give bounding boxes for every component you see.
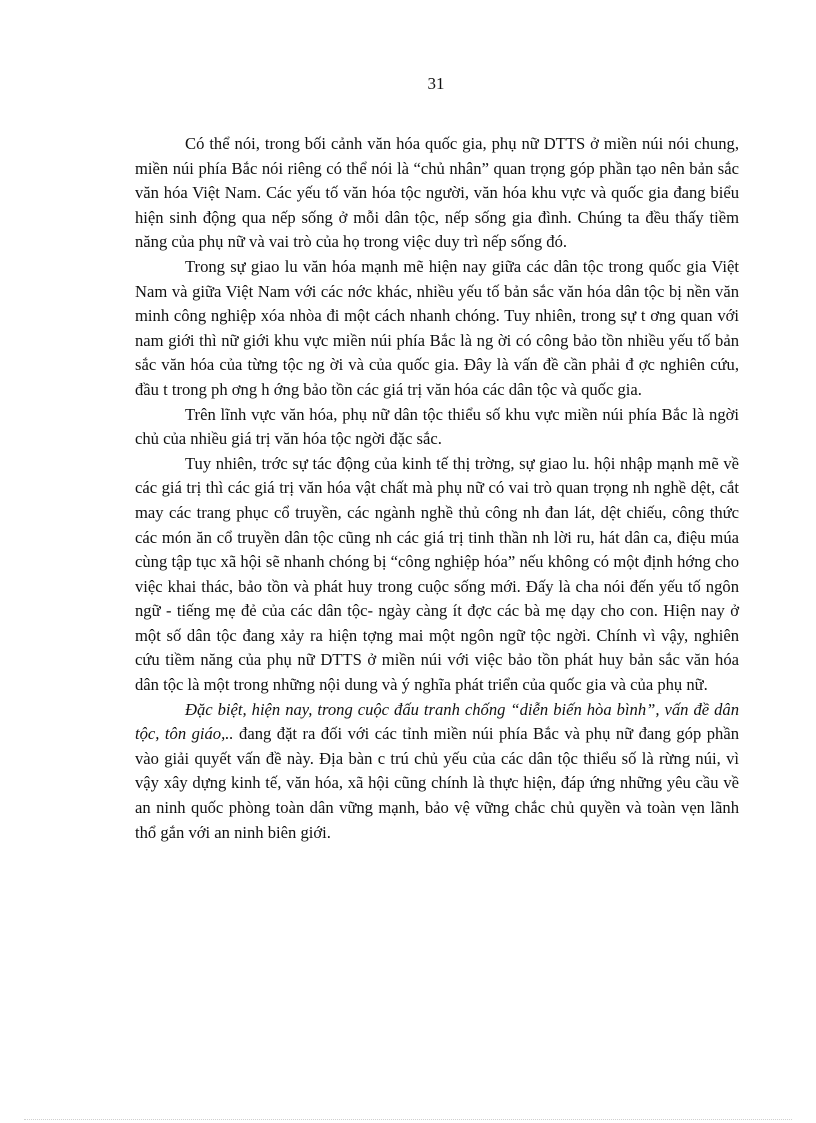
paragraph-5-italic-lead: Đặc biệt, hiện nay, trong cuộc đấu tranh chống “diễn biến hòa bình”, vấn đề dân tộc, tôn giáo,.. xyxy=(135,699,739,744)
paragraph-5-text: đang đặt ra đối với các tỉnh miền núi phía Bắc và phụ nữ đang góp phần vào giải quyết vấn đề này. Địa bàn c trú chủ yếu của các dân tộc thiểu số là rừng núi, vì vậy xây dựng kinh tế, văn hóa, xã hội cũng chính là thực hiện, đáp ứng những yêu cầu về an ninh quốc phòng toàn dân vững mạnh, bảo vệ vững chắc chủ quyền và toàn vẹn lãnh thổ gắn với an ninh biên giới. xyxy=(135,724,739,842)
paragraph-2: Trong sự giao lu văn hóa mạnh mẽ hiện nay giữa các dân tộc trong quốc gia Việt Nam và giữa Việt Nam với các nớc khác, nhiều yếu tố bản sắc văn hóa dân tộc bị nền văn minh công nghiệp xóa nhòa đi một cách nhanh chóng. Tuy nhiên, trong sự t ơng quan với nam giới thì nữ giới khu vực miền núi phía Bắc là ng ời có công bảo tồn nhiều yếu tố bản sắc văn hóa của từng tộc ng ời và của quốc gia. Đây là vấn đề cần phải đ ợc nghiên cứu, đầu t trong ph ơng h ớng bảo tồn các giá trị văn hóa các dân tộc và quốc gia. xyxy=(135,256,739,399)
paragraph-4: Tuy nhiên, trớc sự tác động của kinh tế thị trờng, sự giao lu. hội nhập mạnh mẽ về các giá trị thì các giá trị văn hóa vật chất mà phụ nữ có vai trò quan trọng nh nghề dệt, cắt may các trang phục cổ truyền, các ngành nghề thủ công nh đan lát, dệt chiếu, công thức các món ăn cổ truyền dân tộc cũng nh các giá trị tinh thần nh lời ru, hát dân ca, điệu múa cùng tập tục xã hội sẽ nhanh chóng bị “công nghiệp hóa” nếu không có một định hớng cho việc khai thác, bảo tồn và phát huy trong cuộc sống mới. Đấy là cha nói đến yếu tố ngôn ngữ - tiếng mẹ đẻ của các dân tộc- ngày càng ít đợc các bà mẹ dạy cho con. Hiện nay ở một số dân tộc đang xảy ra hiện tợng mai một ngôn ngữ tộc ngời. Chính vì vậy, nghiên cứu tiềm năng của phụ nữ DTTS ở miền núi với việc bảo tồn phát huy bản sắc văn hóa dân tộc là một trong những nội dung và ý nghĩa phát triển của quốc gia và của phụ nữ. xyxy=(135,453,739,695)
bottom-dotted-rule xyxy=(24,1119,792,1120)
paragraph-1: Có thể nói, trong bối cảnh văn hóa quốc gia, phụ nữ DTTS ở miền núi nói chung, miền núi phía Bắc nói riêng có thể nói là “chủ nhân” quan trọng góp phần tạo nên bản sắc văn hóa Việt Nam. Các yếu tố văn hóa tộc người, văn hóa khu vực và quốc gia đang biểu hiện sinh động qua nếp sống ở mỗi dân tộc, nếp sống gia đình. Chúng ta đều thấy tiềm năng của phụ nữ và vai trò của họ trong việc duy trì nếp sống đó. xyxy=(135,134,739,252)
paragraph-3: Trên lĩnh vực văn hóa, phụ nữ dân tộc thiểu số khu vực miền núi phía Bắc là ngời chủ của nhiều giá trị văn hóa tộc ngời đặc sắc. xyxy=(135,404,739,449)
page-number: 31 xyxy=(427,74,445,93)
body-text xyxy=(135,132,739,845)
paragraph-5 xyxy=(135,698,739,846)
